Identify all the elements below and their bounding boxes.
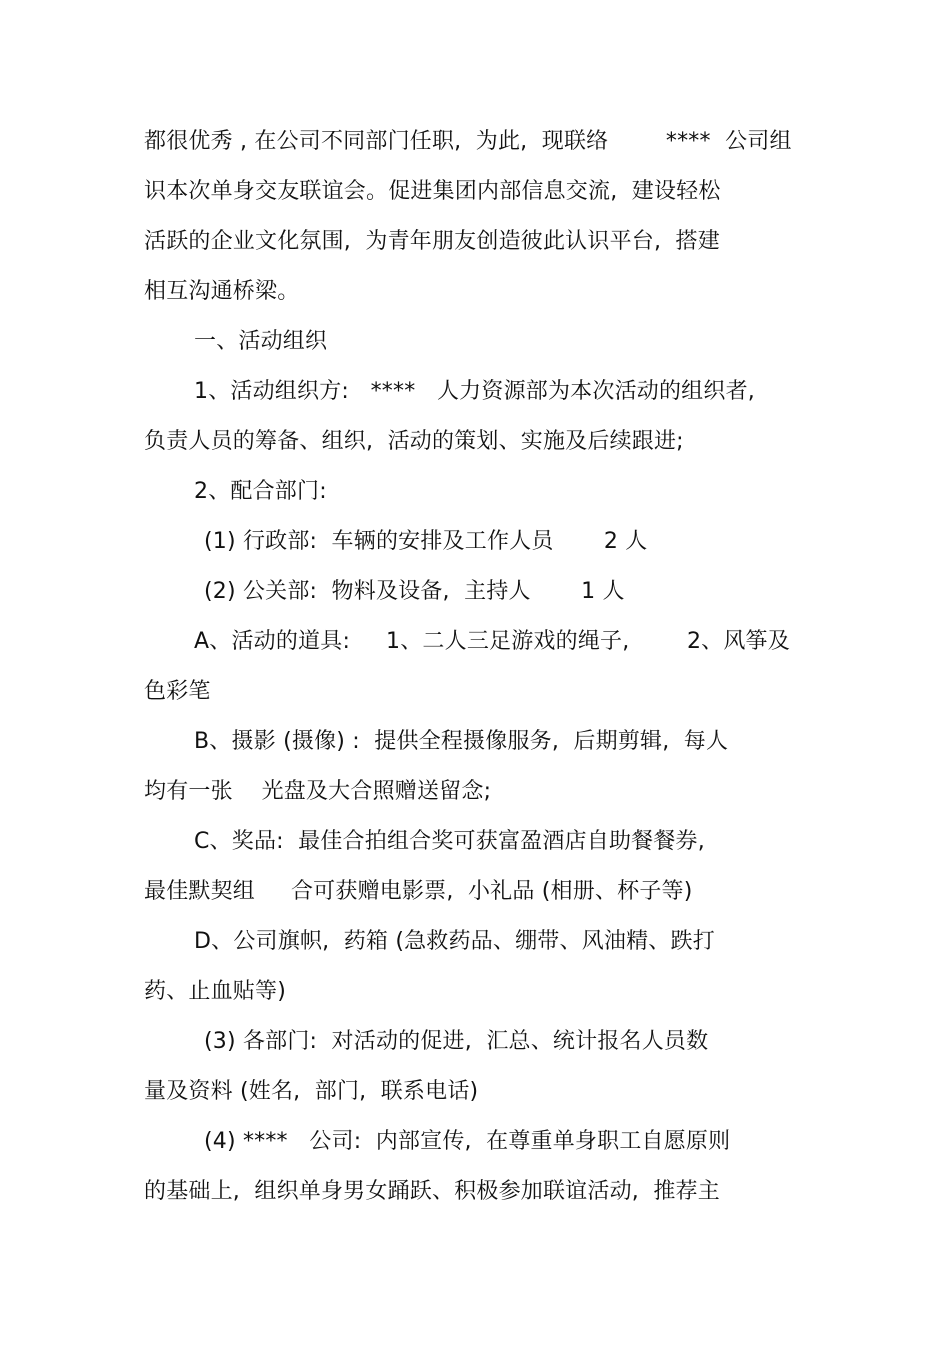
paragraph-line: C、奖品: 最佳合拍组合奖可获富盈酒店自助餐餐券, — [194, 829, 705, 854]
paragraph-line: 负责人员的筹备、组织, 活动的策划、实施及后续跟进; — [144, 429, 684, 454]
paragraph-line: (1) 行政部: 车辆的安排及工作人员 2 人 — [204, 529, 648, 554]
paragraph-line: 的基础上, 组织单身男女踊跃、积极参加联谊活动, 推荐主 — [144, 1179, 720, 1204]
paragraph-line: 药、止血贴等) — [144, 979, 286, 1004]
paragraph-line: (4) **** 公司: 内部宣传, 在尊重单身职工自愿原则 — [204, 1129, 731, 1154]
paragraph-line: 2、配合部门: — [194, 479, 327, 504]
paragraph-line: 量及资料 (姓名, 部门, 联系电话) — [144, 1079, 479, 1104]
paragraph-line: 最佳默契组 合可获赠电影票, 小礼品 (相册、杯子等) — [144, 879, 693, 904]
paragraph-line: A、活动的道具: 1、二人三足游戏的绳子, 2、风筝及 — [194, 629, 790, 654]
paragraph-line: 识本次单身交友联谊会。促进集团内部信息交流, 建设轻松 — [144, 179, 721, 204]
paragraph-line: 活跃的企业文化氛围, 为青年朋友创造彼此认识平台, 搭建 — [144, 229, 720, 254]
paragraph-line: 相互沟通桥梁。 — [144, 279, 300, 304]
paragraph-line: B、摄影 (摄像) : 提供全程摄像服务, 后期剪辑, 每人 — [194, 729, 729, 754]
paragraph-line: D、公司旗帜, 药箱 (急救药品、绷带、风油精、跌打 — [194, 929, 715, 954]
paragraph-line: (2) 公关部: 物料及设备, 主持人 1 人 — [204, 579, 625, 604]
paragraph-line: 色彩笔 — [144, 679, 211, 704]
paragraph-line: 1、活动组织方: **** 人力资源部为本次活动的组织者, — [194, 379, 755, 404]
paragraph-line: 都很优秀 , 在公司不同部门任职, 为此, 现联络 **** 公司组 — [144, 129, 792, 154]
section-heading: 一、活动组织 — [194, 329, 328, 354]
paragraph-line: 均有一张 光盘及大合照赠送留念; — [144, 779, 492, 804]
paragraph-line: (3) 各部门: 对活动的促进, 汇总、统计报名人员数 — [204, 1029, 709, 1054]
